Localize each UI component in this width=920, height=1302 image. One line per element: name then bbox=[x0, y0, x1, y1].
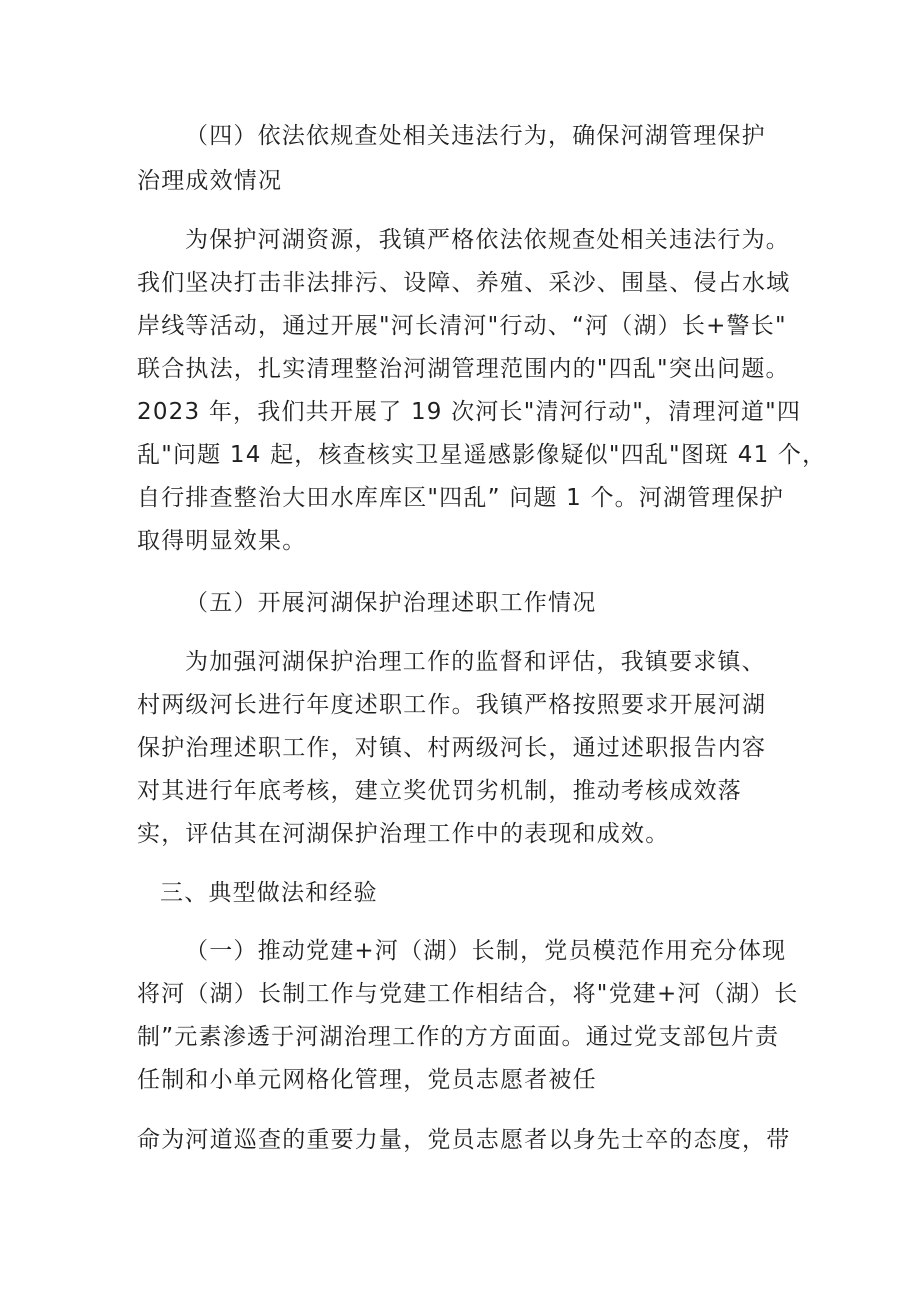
part3-sub1-heading: （一）推动党建+河（湖）长制，党员模范作用充分体现 bbox=[185, 938, 787, 964]
section4-para-line: 自行排查整治大田水库库区"四乱” 问题 1 个。河湖管理保护 bbox=[137, 485, 785, 511]
part3-sub1-line: 制”元素渗透于河湖治理工作的方方面面。通过党支部包片责 bbox=[137, 1024, 780, 1050]
section4-para-line: 联合执法，扎实清理整治河湖管理范围内的"四乱"突出问题。 bbox=[137, 356, 790, 382]
part3-sub1-line: 任制和小单元网格化管理，党员志愿者被任 bbox=[137, 1067, 597, 1093]
section4-heading-line1: （四）依法依规查处相关违法行为，确保河湖管理保护 bbox=[185, 123, 766, 149]
section4-para-line: 岸线等活动，通过开展"河长清河"行动、“河（湖）长+警长" bbox=[137, 313, 787, 339]
section4-para-line: 乱"问题 14 起，核查核实卫星遥感影像疑似"四乱"图斑 41 个， bbox=[137, 442, 827, 468]
section4-para-line: 为保护河湖资源，我镇严格依法依规查处相关违法行为。 bbox=[185, 227, 790, 253]
section5-para-line: 保护治理述职工作，对镇、村两级河长，通过述职报告内容 bbox=[137, 735, 767, 761]
part3-sub1-line: 将河（湖）长制工作与党建工作相结合，将"党建+河（湖）长 bbox=[137, 981, 799, 1007]
section5-para-line: 实，评估其在河湖保护治理工作中的表现和成效。 bbox=[137, 821, 670, 847]
section4-para-line: 取得明显效果。 bbox=[137, 528, 307, 554]
part3-sub1-line: 命为河道巡查的重要力量，党员志愿者以身先士卒的态度，带 bbox=[137, 1127, 791, 1153]
section5-para-line: 村两级河长进行年度述职工作。我镇严格按照要求开展河湖 bbox=[137, 692, 767, 718]
section4-para-line: 我们坚决打击非法排污、设障、养殖、采沙、围垦、侵占水域 bbox=[137, 270, 791, 296]
section4-para-line: 2023 年，我们共开展了 19 次河长"清河行动"，清理河道"四 bbox=[137, 399, 802, 425]
section5-para-line: 为加强河湖保护治理工作的监督和评估，我镇要求镇、 bbox=[185, 649, 766, 675]
part3-heading: 三、典型做法和经验 bbox=[160, 880, 378, 906]
section4-heading-line2: 治理成效情况 bbox=[137, 168, 283, 194]
section5-para-line: 对其进行年底考核，建立奖优罚劣机制，推动考核成效落 bbox=[137, 778, 742, 804]
section5-heading: （五）开展河湖保护治理述职工作情况 bbox=[185, 590, 597, 616]
